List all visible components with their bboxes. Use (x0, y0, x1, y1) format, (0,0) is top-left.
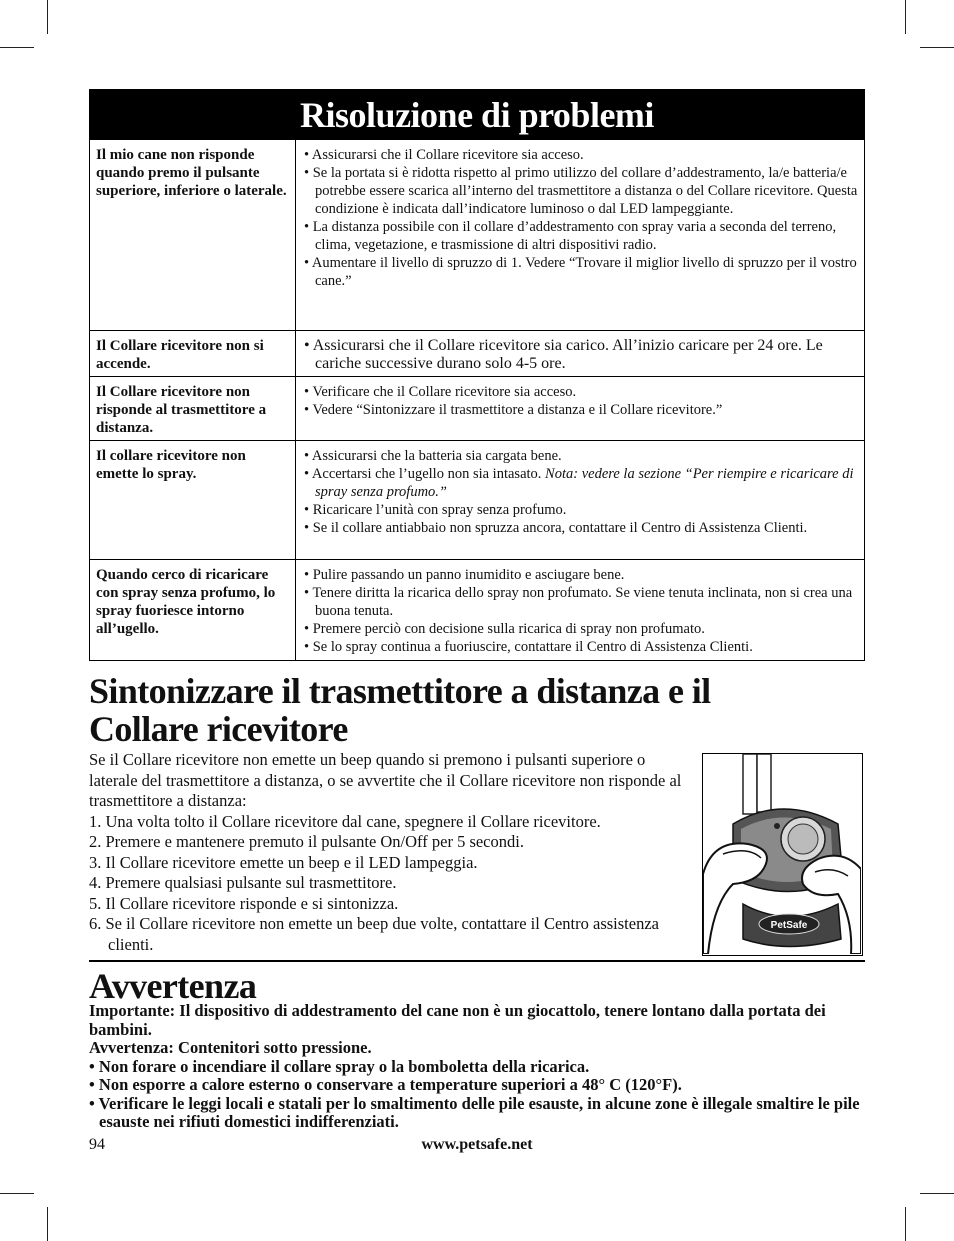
section-title-line: Sintonizzare il trasmettitore a distanza e il (89, 671, 711, 711)
crop-mark (905, 1207, 906, 1241)
problem-cell: Quando cerco di ricaricare con spray senza profumo, lo spray fuoriesce intorno all’ugello. (90, 560, 296, 660)
collar-hand-illustration (702, 753, 863, 956)
solution-cell (296, 560, 864, 660)
warning-bullet: • Verificare le leggi locali e statali per lo smaltimento delle pile esauste, in alcune zone è illegale smaltire le pile esauste nei rifiuti domestici indifferenziati. (89, 1093, 860, 1131)
warning-line: Importante: Il dispositivo di addestramento del cane non è un giocattolo, tenere lontano dalla portata dei bambini. (89, 1001, 826, 1039)
crop-mark (47, 1207, 48, 1241)
list-item: 3. Il Collare ricevitore emette un beep e il LED lampeggia. (89, 852, 478, 872)
solution-item: • La distanza possibile con il collare d’addestramento con spray varia a seconda del terreno, clima, vegetazione, e trasmissione di altri dispositivi radio. (304, 218, 858, 254)
warning-body (89, 1002, 865, 1132)
warning-bullet: • Non esporre a calore esterno o conservare a temperature superiori a 48° C (120°F). (89, 1075, 682, 1094)
warning-line: Avvertenza: Contenitori sotto pressione. (89, 1038, 372, 1057)
crop-mark (905, 0, 906, 34)
footer-url: www.petsafe.net (421, 1136, 533, 1153)
solution-cell (296, 140, 864, 330)
list-item: 5. Il Collare ricevitore risponde e si sintonizza. (89, 893, 399, 913)
crop-mark (0, 1193, 34, 1194)
list-item: 2. Premere e mantenere premuto il pulsante On/Off per 5 secondi. (89, 832, 524, 851)
solution-item: • Ricaricare l’unità con spray senza profumo. (304, 501, 858, 519)
solution-item: • Aumentare il livello di spruzzo di 1. Vedere “Trovare il miglior livello di spruzzo per il vostro cane.” (304, 254, 858, 290)
solution-item: • Se lo spray continua a fuoriuscire, contattare il Centro di Assistenza Clienti. (304, 638, 858, 656)
solution-item: • Pulire passando un panno inumidito e asciugare bene. (304, 566, 858, 584)
crop-mark (47, 0, 48, 34)
list-item: 6. Se il Collare ricevitore non emette un beep due volte, contattare il Centro assistenza clienti. (89, 914, 659, 954)
solution-item: • Premere perciò con decisione sulla ricarica di spray non profumato. (304, 620, 858, 638)
table-row (90, 140, 864, 330)
collar-illustration-svg (703, 754, 861, 954)
solution-item: • Assicurarsi che il Collare ricevitore sia carico. All’inizio caricare per 24 ore. Le cariche successive durano solo 4-5 ore. (304, 337, 858, 373)
crop-mark (920, 1193, 954, 1194)
table-row (90, 440, 864, 559)
list-item: 4. Premere qualsiasi pulsante sul trasmettitore. (89, 873, 397, 892)
page-number: 94 (89, 1136, 105, 1153)
list-item: 1. Una volta tolto il Collare ricevitore dal cane, spegnere il Collare ricevitore. (89, 811, 601, 831)
problem-cell: Il Collare ricevitore non risponde al trasmettitore a distanza. (90, 377, 296, 440)
warning-title: Avvertenza (89, 966, 257, 1006)
crop-mark (0, 47, 34, 48)
troubleshooting-table (89, 140, 865, 661)
table-row (90, 330, 864, 376)
tuning-steps (89, 812, 689, 956)
divider (89, 960, 865, 962)
warning-bullet: • Non forare o incendiare il collare spray o la bomboletta della ricarica. (89, 1056, 590, 1076)
table-row (90, 376, 864, 440)
troubleshooting-section (89, 89, 865, 661)
tuning-intro: Se il Collare ricevitore non emette un beep quando si premono i pulsanti superiore o laterale del trasmettitore a distanza, o se avvertite che il Collare ricevitore non risponde al trasmettitore a distanza: (89, 750, 682, 810)
problem-cell: Il collare ricevitore non emette lo spray. (90, 441, 296, 559)
solution-cell (296, 331, 864, 376)
problem-cell: Il mio cane non risponde quando premo il pulsante superiore, inferiore o laterale. (90, 140, 296, 330)
crop-mark (920, 47, 954, 48)
solution-item: • Vedere “Sintonizzare il trasmettitore a distanza e il Collare ricevitore.” (304, 401, 858, 419)
solution-text: Accertarsi che l’ugello non sia intasato. (311, 466, 542, 482)
problem-cell: Il Collare ricevitore non si accende. (90, 331, 296, 376)
solution-item (304, 465, 858, 501)
troubleshooting-title: Risoluzione di problemi (89, 89, 865, 140)
solution-cell (296, 377, 864, 440)
tuning-body (89, 750, 689, 955)
solution-cell (296, 441, 864, 559)
solution-item: • Tenere diritta la ricarica dello spray non profumato. Se viene tenuta inclinata, non si crea una buona tenuta. (304, 584, 858, 620)
section-title-line: Collare ricevitore (89, 709, 348, 749)
section-title (89, 672, 711, 748)
solution-item: • Se la portata si è ridotta rispetto al primo utilizzo del collare d’addestramento, la/e batteria/e potrebbe essere scarica all’interno del trasmettitore a distanza o del Collare ricevitore. Questa condizione è indicata dall’indicatore luminoso o dal LED lampeggiante. (304, 164, 858, 218)
solution-item: • Se il collare antiabbaio non spruzza ancora, contattare il Centro di Assistenza Clienti. (304, 519, 858, 537)
solution-item: • Assicurarsi che il Collare ricevitore sia acceso. (304, 146, 858, 164)
table-row (90, 559, 864, 660)
note-text: Nota: vedere la sezione “Per riempire e ricaricare di spray senza profumo.” (315, 466, 854, 500)
solution-item: • Verificare che il Collare ricevitore sia acceso. (304, 383, 858, 401)
solution-item: • Assicurarsi che la batteria sia cargata bene. (304, 447, 858, 465)
petsafe-logo: PetSafe (770, 920, 808, 931)
